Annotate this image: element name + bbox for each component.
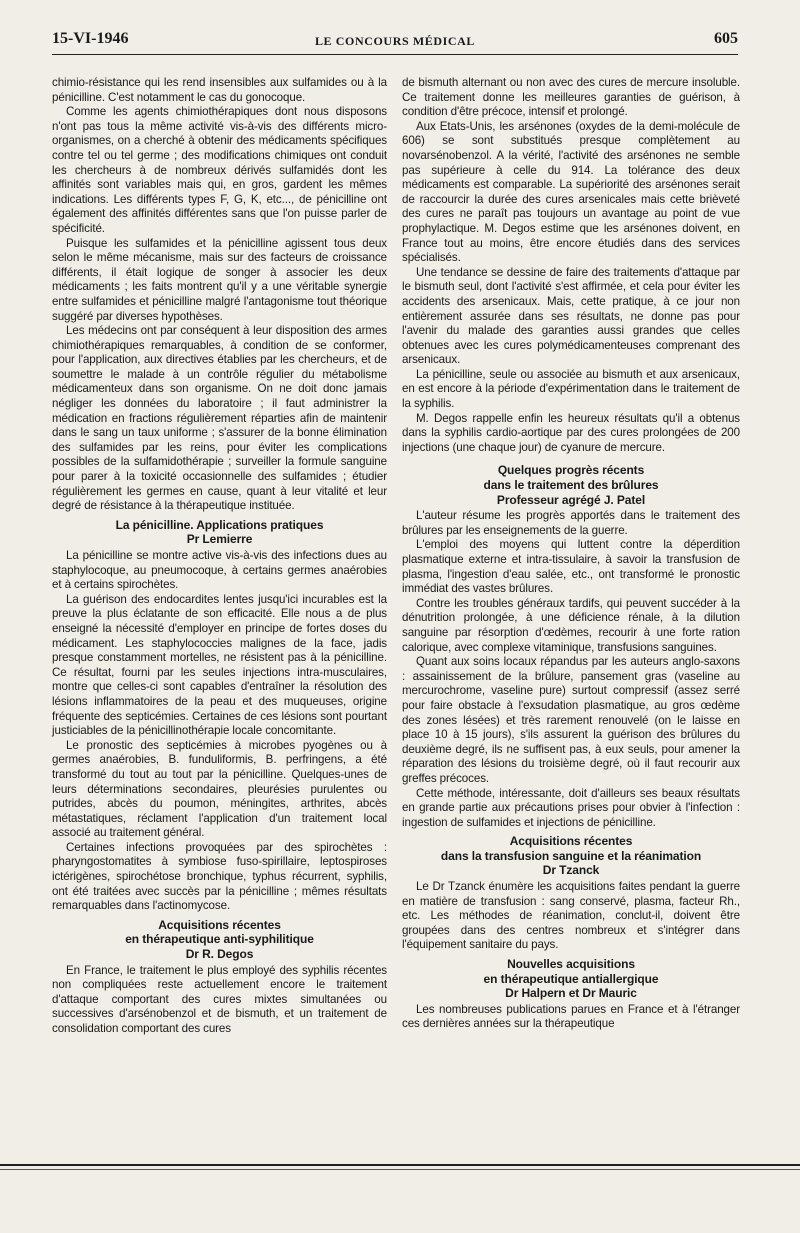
- paragraph: Puisque les sulfamides et la pénicilline agissent tous deux selon le même mécanisme, mais sur des facteurs de croissance différents, il était logique de songer à associer les deux médicaments ; les faits montrent qu'il y a une véritable synergie entre sulfamides et pénicilline malgré l'antagonisme tout théorique suggéré par diverses hypothèses.: [52, 236, 387, 323]
- paragraph: L'auteur résume les progrès apportés dans le traitement des brûlures par les enseignements de la guerre.: [402, 509, 740, 537]
- paragraph: chimio-résistance qui les rend insensibles aux sulfamides ou à la pénicilline. C'est notamment le cas du gonocoque.: [52, 76, 387, 104]
- paragraph: de bismuth alternant ou non avec des cures de mercure insoluble. Ce traitement donne les meilleures garanties de guérison, à condition d'être précoce, intensif et prolongé.: [402, 76, 740, 119]
- page-number: 605: [714, 30, 738, 47]
- paragraph: Les médecins ont par conséquent à leur disposition des armes chimiothérapiques remarquables, à condition de se conformer, pour l'application, aux directives établies par les chercheurs, et de soumettre le malade à un contrôle régulier du métabolisme médicamenteux dans son organisme. On ne doit donc jamais négliger les données du laboratoire ; il faut administrer la médication en fractions régulièrement réparties afin de maintenir dans le sang un taux uniforme ; s'assurer de la bonne élimination des sulfamides par les reins, pour éviter les complications possibles de la sulfamidothérapie ; surveiller la formule sanguine pour parer à la toxicité occasionnelle des sulfamides ; étudier régulièrement les germes en cause, quant à leur vitalité et leur degré de résistance à la thérapeutique instituée.: [52, 324, 387, 513]
- journal-title: LE CONCOURS MÉDICAL: [314, 34, 476, 48]
- paragraph: Cette méthode, intéressante, doit d'ailleurs ses beaux résultats en grande partie aux précautions prises pour obvier à l'infection : ingestion de sulfamides et injections de pénicilline.: [402, 786, 740, 829]
- paragraph: Les nombreuses publications parues en France et à l'étranger ces dernières années sur la thérapeutique: [402, 1002, 740, 1031]
- paragraph: Une tendance se dessine de faire des traitements d'attaque par le bismuth seul, dont l'activité s'est affirmée, et cela pour éviter les accidents des arsenicaux. Mais, cette pratique, à ce jour non entièrement assurée dans ses résultats, ne donne pas pour l'avenir du malade des garanties aussi grandes que celles obtenues avec les cures polymédicamenteuses comprenant des arsenicaux.: [402, 265, 740, 367]
- section-subtitle: dans la transfusion sanguine et la réanimation: [440, 848, 702, 863]
- paragraph: La pénicilline, seule ou associée au bismuth et aux arsenicaux, en est encore à la période d'expérimentation dans le traitement de la syphilis.: [402, 367, 740, 411]
- paragraph: Le pronostic des septicémies à microbes pyogènes ou à germes anaérobies, B. funduliformis, B. perfringens, a été transformé du tout au tout par la pénicilline. Quelques-unes de leurs déterminations secondaires, pleurésies purulentes ou putrides, abcès du poumon, méningites, arthrites, abcès métastatiques, réclament l'application d'un traitement local associé au traitement général.: [52, 738, 387, 840]
- section-title: Acquisitions récentes: [158, 917, 281, 932]
- paragraph: Le Dr Tzanck énumère les acquisitions faites pendant la guerre en matière de transfusion : sang conservé, plasma, facteur Rh., etc. Les méthodes de réanimation, conclut-il, doivent être groupées dans des centres nombreux et s'intégrer dans l'équipement sanitaire du pays.: [402, 880, 740, 952]
- right-column: [402, 76, 740, 1032]
- issue-date: 15-VI-1946: [52, 30, 129, 47]
- paragraph: Contre les troubles généraux tardifs, qui peuvent succéder à la dénutrition prolongée, à une déficience rénale, à la dilution sanguine par résorption d'œdèmes, recourir à une forte ration calorique, avec complexe vitaminique, transfusions sanguines.: [402, 596, 740, 654]
- section-author: Pr Lemierre: [186, 532, 253, 547]
- paragraph: Certaines infections provoquées par des spirochètes : pharyngostomatites à symbiose fuso-spirillaire, leptospiroses ictérigènes, spirochétose bronchique, typhus récurrent, syphilis, ont été traitées avec succès par la pénicilline ; mêmes résultats remarquables dans l'actinomycose.: [52, 840, 387, 913]
- page-header: [52, 28, 738, 54]
- section-subtitle: en thérapeutique anti-syphilitique: [125, 932, 314, 947]
- section-title: Nouvelles acquisitions: [507, 957, 635, 972]
- paragraph: Aux Etats-Unis, les arsénones (oxydes de la demi-molécule de 606) se sont substitués presque complètement au novarsénobenzol. A la vérité, l'activité des arsénones ne semble pas supérieure à celle du 914. La tolérance des deux médicaments est comparable. La supériorité des arsénones serait de raccourcir la durée des cures arsenicales mais cette brièveté des cures ne paraît pas toujours un avantage au point de vue prophylactique. M. Degos estime que les arsénones doivent, en France tout au moins, être encore étudiés dans des services spécialisés.: [402, 119, 740, 265]
- footer-rule-thin: [0, 1169, 800, 1170]
- paragraph: Quant aux soins locaux répandus par les auteurs anglo-saxons : assainissement de la brûlure, pansement gras (vaseline au mercurochrome, vaseline pure) surtout compressif (assez serré pour faire obstacle à l'exsudation plasmatique, au gros œdème des zones lésées) et très rarement renouvelé (on le laisse en place 10 à 15 jours), s'ils assurent la guérison des brûlures du deuxième degré, ils ne suffisent pas, à eux seuls, pour amener la réparation des lésions du troisième degré, où il faut recourir aux greffes précoces.: [402, 655, 740, 785]
- paragraph: En France, le traitement le plus employé des syphilis récentes non compliquées reste actuellement encore le traitement d'attaque comportant des cures mixtes simultanées ou successives d'arsénobenzol et de bismuth, et un traitement de consolidation comportant des cures: [52, 963, 387, 1035]
- section-title: La pénicilline. Applications pratiques: [115, 517, 324, 532]
- section-subtitle: dans le traitement des brûlures: [483, 478, 659, 493]
- section-author: Professeur agrégé J. Patel: [496, 492, 646, 507]
- section-title: Quelques progrès récents: [497, 463, 645, 478]
- section-author: Dr Halpern et Dr Mauric: [505, 986, 637, 1001]
- header-rule: [52, 54, 738, 55]
- paragraph: La pénicilline se montre active vis-à-vis des infections dues au staphylocoque, au pneumocoque, à certains germes anaérobies et à certains spirochètes.: [52, 549, 387, 592]
- left-column: [52, 76, 387, 1037]
- section-title: Acquisitions récentes: [509, 834, 633, 849]
- section-subtitle: en thérapeutique antiallergique: [483, 971, 659, 986]
- paragraph: L'emploi des moyens qui luttent contre la déperdition plasmatique externe et intra-tissulaire, à savoir la transfusion de plasma, l'ingestion d'eau salée, etc., ont transformé le pronostic immédiat des vastes brûlures.: [402, 538, 740, 596]
- paragraph: M. Degos rappelle enfin les heureux résultats qu'il a obtenus dans la syphilis cardio-aortique par des cures prolongées de 200 injections (une chaque jour) de cyanure de mercure.: [402, 411, 740, 454]
- footer-rule: [0, 1164, 800, 1166]
- section-author: Dr Tzanck: [542, 863, 600, 878]
- paragraph: La guérison des endocardites lentes jusqu'ici incurables est la preuve la plus éclatante de son efficacité. Elle nous a de plus enseigné la nécessité d'employer en principe de fortes doses du médicament. Les staphylococcies malignes de la face, jadis presque constamment mortelles, ne résistent pas à la pénicilline. Ce résultat, fourni par les seules injections intra-musculaires, montre que celles-ci sont capables d'entraîner la résolution des lésions inflammatoires de la peau et des muqueuses, origine fréquente des septicémies. Certaines de ces lésions sont pourtant justiciables de la pénicillinothérapie locale concomitante.: [52, 592, 387, 738]
- section-author: Dr R. Degos: [185, 947, 254, 962]
- paragraph: Comme les agents chimiothérapiques dont nous disposons n'ont pas tous la même activité vis-à-vis des différents micro-organismes, on a cherché à obtenir des médicaments spécifiques contre tel ou tel germe ; des modifications chimiques ont conduit les chercheurs à de nombreux dérivés sulfamidés dont les affinités sont variables mais qui, en gros, gardent les mêmes indications. Les différents types F, G, K, etc..., de pénicilline ont également des affinités différentes sans que l'on puisse parler de spécificité.: [52, 105, 387, 235]
